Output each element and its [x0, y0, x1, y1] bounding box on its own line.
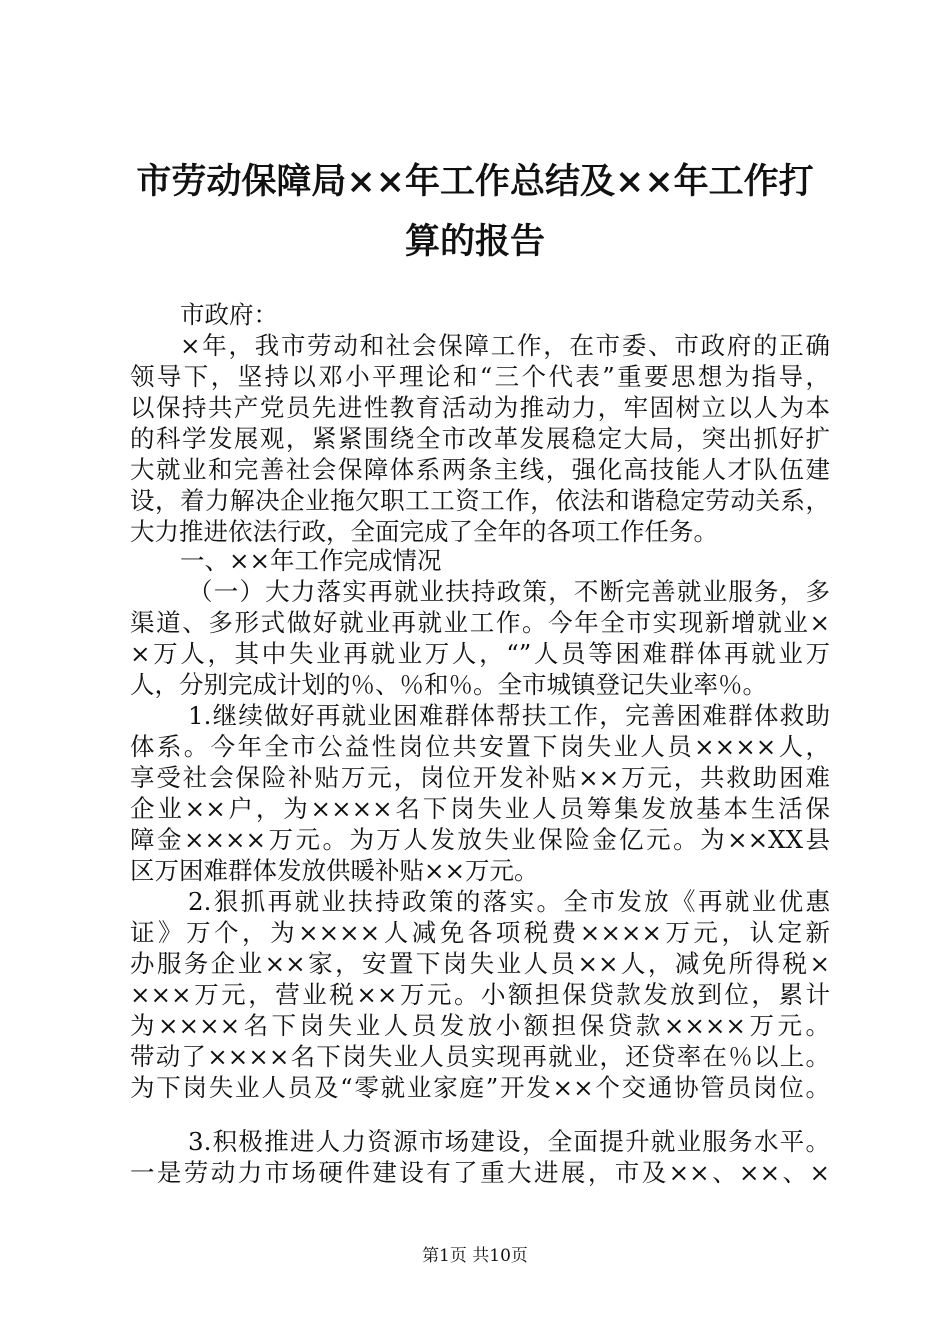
- paragraph-line: 2.狠抓再就业扶持政策的落实。全市发放《再就业优惠: [188, 887, 830, 916]
- paragraph-line: 以保持共产党员先进性教育活动为推动力，牢固树立以人为本: [130, 393, 830, 422]
- paragraph-line: ×万人，其中失业再就业万人，“”人员等困难群体再就业万: [130, 639, 830, 668]
- paragraph-line: 为××××名下岗失业人员发放小额担保贷款××××万元。: [130, 1011, 830, 1040]
- salutation: 市政府：: [180, 300, 278, 329]
- paragraph-line: （一）大力落实再就业扶持政策，不断完善就业服务，多: [188, 577, 830, 606]
- paragraph-line: ×年，我市劳动和社会保障工作，在市委、市政府的正确: [180, 331, 830, 360]
- paragraph-line: 人，分别完成计划的％、％和％。全市城镇登记失业率％。: [130, 670, 767, 699]
- paragraph-line: 领导下，坚持以邓小平理论和“三个代表”重要思想为指导，: [130, 362, 830, 391]
- paragraph-line: ×××万元，营业税××万元。小额担保贷款发放到位，累计: [130, 980, 830, 1009]
- paragraph-line: 大就业和完善社会保障体系两条主线，强化高技能人才队伍建: [130, 455, 830, 484]
- paragraph-line: 为下岗失业人员及“零就业家庭”开发××个交通协管员岗位。: [130, 1073, 830, 1102]
- paragraph-line: 3.积极推进人力资源市场建设，全面提升就业服务水平。: [188, 1127, 830, 1156]
- paragraph-line: 享受社会保险补贴万元，岗位开发补贴××万元，共救助困难: [130, 763, 830, 792]
- document-title-line-2: 算的报告: [404, 221, 545, 262]
- paragraph-line: 证》万个，为××××人减免各项税费××××万元，认定新: [130, 918, 830, 947]
- paragraph-line: 带动了××××名下岗失业人员实现再就业，还贷率在％以上。: [130, 1042, 830, 1071]
- paragraph-line: 企业××户，为××××名下岗失业人员筹集发放基本生活保: [130, 794, 830, 823]
- paragraph-line: 的科学发展观，紧紧围绕全市改革发展稳定大局，突出抓好扩: [130, 424, 830, 453]
- paragraph-line: 大力推进依法行政，全面完成了全年的各项工作任务。: [130, 517, 718, 546]
- paragraph-line: 障金××××万元。为万人发放失业保险金亿元。为××XX县: [130, 825, 830, 854]
- document-title-line-1: 市劳动保障局××年工作总结及××年工作打: [136, 161, 814, 202]
- paragraph-line: 一是劳动力市场硬件建设有了重大进展，市及××、××、×: [130, 1158, 830, 1187]
- paragraph-line: 体系。今年全市公益性岗位共安置下岗失业人员××××人，: [130, 732, 830, 761]
- paragraph-line: 1.继续做好再就业困难群体帮扶工作，完善困难群体救助: [188, 701, 830, 730]
- section-heading: 一、××年工作完成情况: [180, 546, 442, 575]
- page-footer: 第1页 共10页: [422, 1246, 528, 1266]
- paragraph-line: 办服务企业××家，安置下岗失业人员××人，减免所得税×: [130, 949, 830, 978]
- paragraph-line: 渠道、多形式做好就业再就业工作。今年全市实现新增就业×: [130, 608, 830, 637]
- paragraph-line: 设，着力解决企业拖欠职工工资工作，依法和谐稳定劳动关系，: [130, 486, 830, 515]
- paragraph-line: 区万困难群体发放供暖补贴××万元。: [130, 856, 539, 885]
